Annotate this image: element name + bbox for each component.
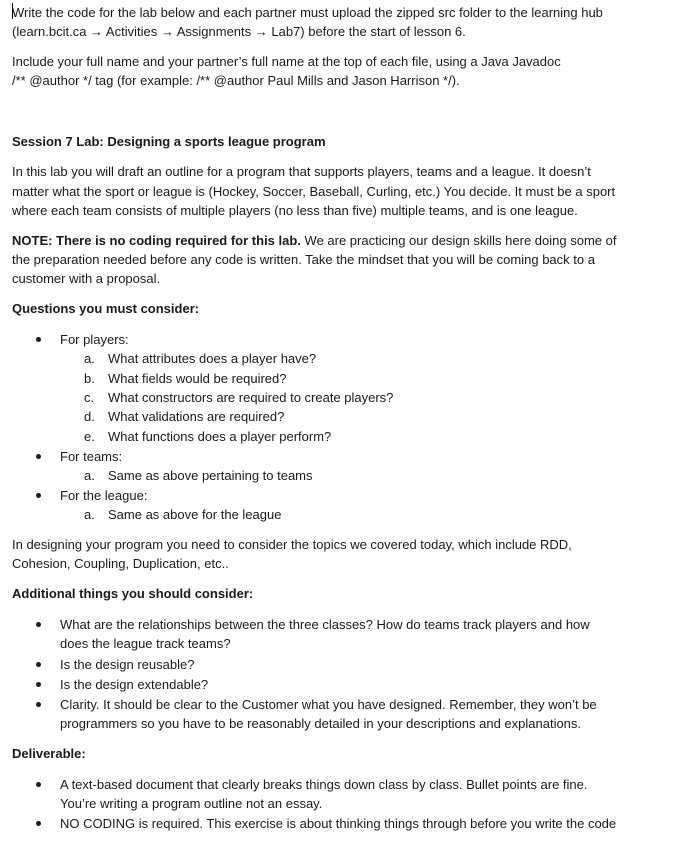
player-question: What functions does a player perform? — [108, 429, 332, 444]
list-marker: e. — [84, 429, 95, 444]
additional-item-1-line-2: does the league track teams? — [60, 636, 231, 651]
note-bold: NOTE: There is no coding required for this lab. — [12, 233, 301, 248]
additional-item-4-line-1: Clarity. It should be clear to the Customer what you have designed. Remember, they won’t be — [60, 697, 597, 712]
list-marker: a. — [84, 468, 95, 483]
player-question: What validations are required? — [108, 409, 285, 424]
list-marker: c. — [84, 390, 95, 405]
additional-item-3: Is the design extendable? — [60, 677, 209, 692]
design-line-1: In designing your program you need to consider the topics we covered today, which include RDD, — [12, 537, 572, 552]
para1-line-3: where each team consists of multiple players (no less than five) multiple teams, and is one league. — [12, 203, 578, 218]
questions-heading: Questions you must consider: — [12, 301, 200, 316]
teams-label: For teams: — [60, 449, 123, 464]
intro-line-2: (learn.bcit.ca → Activities → Assignments → Lab7) before the start of lesson 6. — [12, 24, 466, 39]
bullet-icon — [36, 782, 44, 790]
player-question: What attributes does a player have? — [108, 351, 317, 366]
note-line-2: the preparation needed before any code is written. Take the mindset that you will be coming back to a — [12, 252, 595, 267]
intro-line-3: Include your full name and your partner’s full name at the top of each file, using a Java Javadoc — [12, 54, 561, 69]
design-line-2: Cohesion, Coupling, Duplication, etc.. — [12, 556, 229, 571]
additional-item-2: Is the design reusable? — [60, 657, 195, 672]
note-line-1 — [12, 231, 662, 251]
bullet-icon — [36, 662, 44, 670]
deliverable-heading: Deliverable: — [12, 746, 86, 761]
bullet-icon — [36, 337, 44, 345]
player-question: What fields would be required? — [108, 371, 287, 386]
para1-line-2: matter what the sport or league is (Hockey, Soccer, Baseball, Curling, etc.) You decide. It must be a sport — [12, 184, 616, 199]
team-question: Same as above pertaining to teams — [108, 468, 313, 483]
bullet-icon — [36, 702, 44, 710]
bullet-icon — [36, 493, 44, 501]
para1-line-1: In this lab you will draft an outline for a program that supports players, teams and a league. It doesn’t — [12, 164, 591, 179]
session-title: Session 7 Lab: Designing a sports league program — [12, 134, 326, 149]
note-line-3: customer with a proposal. — [12, 271, 161, 286]
bullet-icon — [36, 821, 44, 829]
list-marker: d. — [84, 409, 95, 424]
additional-item-4-line-2: programmers so you have to be reasonably detailed in your descriptions and explanations. — [60, 716, 582, 731]
league-label: For the league: — [60, 488, 148, 503]
deliverable-item-1-line-2: You’re writing a program outline not an essay. — [60, 796, 323, 811]
bullet-icon — [36, 622, 44, 630]
bullet-icon — [36, 454, 44, 462]
intro-line-4: /** @author */ tag (for example: /** @author Paul Mills and Jason Harrison */). — [12, 73, 460, 88]
intro-line-1: Write the code for the lab below and each partner must upload the zipped src folder to the learning hub — [12, 5, 603, 20]
list-marker: a. — [84, 507, 95, 522]
bullet-icon — [36, 682, 44, 690]
player-question: What constructors are required to create players? — [108, 390, 394, 405]
additional-item-1-line-1: What are the relationships between the three classes? How do teams track players and how — [60, 617, 590, 632]
note-rest: We are practicing our design skills here doing some of — [300, 233, 617, 248]
deliverable-item-1-line-1: A text-based document that clearly breaks things down class by class. Bullet points are fine. — [60, 777, 588, 792]
players-label: For players: — [60, 332, 129, 347]
league-question: Same as above for the league — [108, 507, 282, 522]
list-marker: b. — [84, 371, 95, 386]
list-marker: a. — [84, 351, 95, 366]
deliverable-item-2: NO CODING is required. This exercise is about thinking things through before you write the code — [60, 816, 617, 831]
additional-heading: Additional things you should consider: — [12, 586, 254, 601]
